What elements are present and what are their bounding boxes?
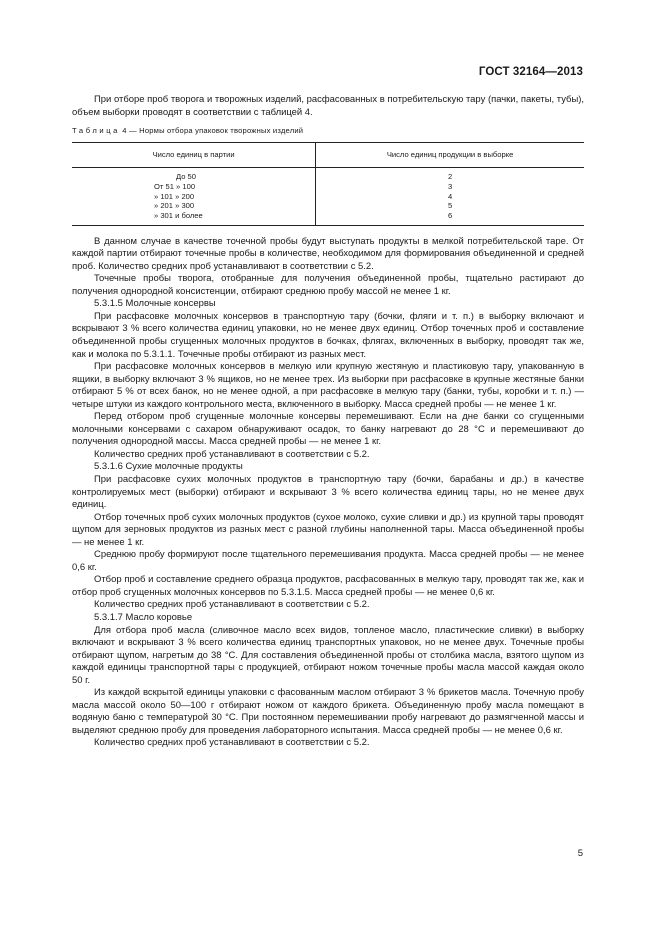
lot-size-cell: До 50 xyxy=(176,172,197,182)
body-paragraph: При расфасовке молочных консервов в мелкую или крупную жестяную и пластиковую тару, упакованную в ящики, в выборку включают 3 % ящиков, но не менее трех. Из выборки при расфасовке в крупные жестяные банки отбирают 5 % от всех банок, но не менее одной, а при расфасовке в мелкую тару (банки, тубы, коробки и т. п.) — четыре штуки из каждого контрольного места, включенного в выборку. Масса средней пробы — не менее 1 кг. xyxy=(72,361,584,410)
body-paragraph: Количество средних проб устанавливают в соответствии с 5.2. xyxy=(94,599,370,611)
lot-size-cell: » 101 » 200 xyxy=(154,191,195,201)
section-heading-5-3-1-5: 5.3.1.5 Молочные консервы xyxy=(94,298,216,310)
intro-paragraph: При отборе проб творога и творожных изделий, расфасованных в потребительскую тару (пачки, пакеты, тубы), объем выборки проводят в соответствии с таблицей 4. xyxy=(72,94,584,118)
body-paragraph: При расфасовке сухих молочных продуктов в транспортную тару (бочки, барабаны и др.) в качестве контролируемых мест (выборки) отбирают и вскрывают 3 % всего количества единиц тары, но не менее двух единиц. xyxy=(72,474,584,511)
body-paragraph: В данном случае в качестве точечной пробы будут выступать продукты в мелкой потребительской таре. От каждой партии отбирают точечные пробы в количестве, необходимом для формирования объединенной и средней проб. Количество средних проб устанавливают в соответствии с 5.2. xyxy=(72,235,584,272)
sample-size-cell: 5 xyxy=(447,201,453,211)
body-paragraph: Отбор проб и составление среднего образца продуктов, расфасованных в мелкую тару, проводят так же, как и отбор проб сгущенных молочных консервов по 5.3.1.5. Масса средней пробы — не менее 0,6 кг. xyxy=(72,574,584,598)
body-paragraph: Перед отбором проб сгущенные молочные консервы перемешивают. Если на дне банки со сгущенными молочными консервами с сахаром обнаруживают осадок, то банку нагревают до 28 °С и перемешивают до получения однородной массы. Масса средней пробы — не менее 1 кг. xyxy=(72,411,584,448)
sample-size-cell: 6 xyxy=(447,210,453,220)
sample-size-cell: 4 xyxy=(447,191,453,201)
page-content xyxy=(72,94,584,750)
body-paragraph: При расфасовке молочных консервов в транспортную тару (бочки, фляги и т. п.) в выборку включают и вскрывают 3 % всего количества единиц упаковки, но не менее двух единиц. Отбор точечных проб и составление объединенной пробы сгущенных молочных продуктов в бочках, флягах, включенных в выборку, проводят так же, как и молока по 5.3.1.1. Точечные пробы отбирают из разных мест. xyxy=(72,310,584,360)
section-heading-5-3-1-6: 5.3.1.6 Сухие молочные продукты xyxy=(94,461,243,473)
sample-size-column xyxy=(316,168,584,226)
lot-size-cell: » 301 и более xyxy=(154,210,203,220)
table-header-row xyxy=(72,143,584,168)
body-paragraph: Для отбора проб масла (сливочное масло всех видов, топленое масло, пластические сливки) в выборку включают и вскрывают 3 % всего количества единиц транспортных упаковок, но не менее двух. Точечные пробы отбирают щупом, нагретым до 38 °С. Для составления объединенной пробы от столбика масла, взятого щупом из каждой единицы транспортной тары с продукцией, отбирают ножом точечные пробы масла массой каждая около 50 г. xyxy=(72,624,584,686)
sampling-norms-table xyxy=(72,142,584,226)
table-caption xyxy=(72,126,584,136)
table-body-row xyxy=(72,168,584,226)
page-number: 5 xyxy=(577,848,583,859)
body-paragraph: Точечные пробы творога, отобранные для получения объединенной пробы, тщательно растирают до получения однородной консистенции, отбирают среднюю пробу массой не менее 1 кг. xyxy=(72,273,584,297)
lot-size-column xyxy=(72,168,316,226)
sample-size-cell: 2 xyxy=(447,172,453,182)
body-paragraph: Из каждой вскрытой единицы упаковки с фасованным маслом отбирают 3 % брикетов масла. Точечную пробу масла массой около 50—100 г отбирают ножом от каждого брикета. Объединенную пробу масла помещают в водяную баню с температурой 30 °С. При постоянном перемешивании пробу нагревают до размягченной массы и выделяют среднюю пробу для проведения лабораторного испытания. Масса средней пробы — не менее 0,6 кг. xyxy=(72,687,584,736)
header-sample-units: Число единиц продукции в выборке xyxy=(316,143,584,168)
body-paragraph: Отбор точечных проб сухих молочных продуктов (сухое молоко, сухие сливки и др.) из крупной тары проводят щупом для зерновых продуктов из разных мест с разной глубины наполненной тары. Масса объединенной пробы — не менее 1 кг. xyxy=(72,511,584,548)
table-caption-text: 4 — Нормы отбора упаковок творожных изделий xyxy=(122,126,304,136)
sample-size-cell: 3 xyxy=(447,181,453,191)
section-heading-5-3-1-7: 5.3.1.7 Масло коровье xyxy=(94,612,193,624)
header-lot-units: Число единиц в партии xyxy=(72,143,316,168)
body-paragraph: Количество средних проб устанавливают в соответствии с 5.2. xyxy=(94,737,370,749)
lot-size-cell: » 201 » 300 xyxy=(154,201,195,211)
standard-header: ГОСТ 32164—2013 xyxy=(478,66,583,78)
body-paragraph: Среднюю пробу формируют после тщательного перемешивания продукта. Масса средней пробы — не менее 0,6 кг. xyxy=(72,549,584,573)
body-paragraph: Количество средних проб устанавливают в соответствии с 5.2. xyxy=(94,448,370,460)
table-caption-word: Таблица xyxy=(72,126,120,136)
lot-size-cell: От 51 » 100 xyxy=(154,181,196,191)
